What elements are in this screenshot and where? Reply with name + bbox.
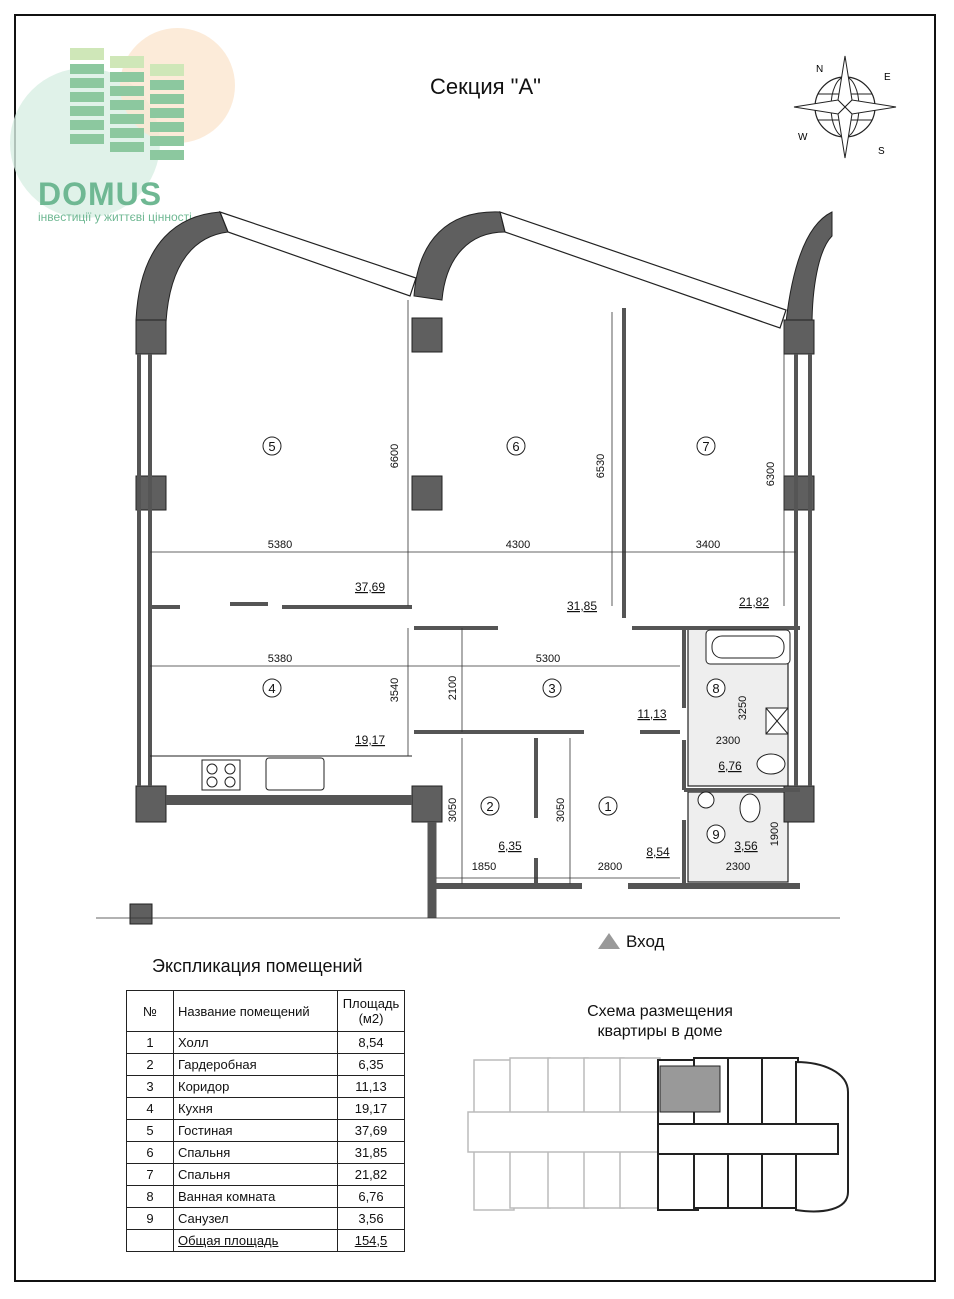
table-row <box>127 1120 405 1142</box>
dim-5-width: 5380 <box>267 539 293 551</box>
logo-wordmark: DOMUS <box>38 176 163 212</box>
dim-3-height: 2100 <box>447 675 459 701</box>
room-area-9: 3,56 <box>734 839 758 853</box>
dim-2-width: 1850 <box>471 861 497 873</box>
row-area: 11,13 <box>338 1076 405 1098</box>
building-scheme <box>462 1052 854 1218</box>
row-area: 6,35 <box>338 1054 405 1076</box>
column <box>412 476 442 510</box>
row-no: 3 <box>127 1076 174 1098</box>
room-area-1: 8,54 <box>646 845 670 859</box>
column <box>136 320 166 354</box>
row-name: Кухня <box>174 1098 338 1120</box>
scheme-title-line2: квартиры в доме <box>597 1023 723 1040</box>
room-number-8: 8 <box>712 681 720 696</box>
row-name: Коридор <box>174 1076 338 1098</box>
room-area-6: 31,85 <box>566 599 598 613</box>
row-area: 37,69 <box>338 1120 405 1142</box>
row-no: 1 <box>127 1032 174 1054</box>
dim-4-height: 3540 <box>389 677 401 703</box>
dim-6-height: 6530 <box>595 453 607 479</box>
section-title: Секция "А" <box>430 74 541 99</box>
dim-5-height: 6600 <box>389 443 401 469</box>
apartment-highlight <box>660 1066 720 1112</box>
dim-2-height: 3050 <box>447 797 459 823</box>
window-glazing <box>220 212 416 296</box>
column <box>412 318 442 352</box>
total-name: Общая площадь <box>174 1230 338 1252</box>
bay-wall-middle <box>414 212 505 300</box>
bay-wall-right <box>786 212 832 326</box>
table-row <box>127 1076 405 1098</box>
table-row <box>127 1054 405 1076</box>
row-no: 5 <box>127 1120 174 1142</box>
row-no: 4 <box>127 1098 174 1120</box>
row-no: 9 <box>127 1208 174 1230</box>
room-area-2: 6,35 <box>498 839 522 853</box>
dim-7-width: 3400 <box>695 539 721 551</box>
dim-9-width: 2300 <box>725 861 751 873</box>
compass-w: W <box>798 132 808 143</box>
row-area: 19,17 <box>338 1098 405 1120</box>
row-name: Гардеробная <box>174 1054 338 1076</box>
row-area: 21,82 <box>338 1164 405 1186</box>
scheme-title-line1: Схема размещения <box>587 1003 733 1020</box>
room-area-4: 19,17 <box>354 733 386 747</box>
row-name: Спальня <box>174 1142 338 1164</box>
row-no: 8 <box>127 1186 174 1208</box>
total-area: 154,5 <box>338 1230 405 1252</box>
kitchen-sink <box>266 758 324 790</box>
dim-9-height: 1900 <box>769 821 781 847</box>
room-area-8: 6,76 <box>718 759 742 773</box>
col-header-name: Название помещений <box>174 991 338 1032</box>
bay-wall-left <box>136 212 228 322</box>
row-name: Санузел <box>174 1208 338 1230</box>
room-number-7: 7 <box>702 439 710 454</box>
entrance-marker <box>598 932 664 952</box>
explication-table <box>126 990 405 1252</box>
column <box>130 904 152 924</box>
row-no: 2 <box>127 1054 174 1076</box>
logo-tagline: інвестиції у життєві цінності <box>38 210 192 224</box>
dim-8-height: 3250 <box>737 695 749 721</box>
room-number-2: 2 <box>486 799 494 814</box>
row-area: 31,85 <box>338 1142 405 1164</box>
row-no: 6 <box>127 1142 174 1164</box>
dim-6-width: 4300 <box>505 539 531 551</box>
row-area: 6,76 <box>338 1186 405 1208</box>
scheme-title <box>560 1002 760 1042</box>
row-name: Ванная комната <box>174 1186 338 1208</box>
row-no-empty <box>127 1230 174 1252</box>
row-name: Спальня <box>174 1164 338 1186</box>
column <box>412 786 442 822</box>
room-number-4: 4 <box>268 681 276 696</box>
table-row <box>127 1142 405 1164</box>
column <box>784 320 814 354</box>
table-row <box>127 1208 405 1230</box>
row-area: 8,54 <box>338 1032 405 1054</box>
row-area: 3,56 <box>338 1208 405 1230</box>
room-number-9: 9 <box>712 827 720 842</box>
row-name: Гостиная <box>174 1120 338 1142</box>
table-header-row <box>127 991 405 1032</box>
kitchen-hob <box>202 760 240 790</box>
dim-1-height: 3050 <box>555 797 567 823</box>
toilet-wc <box>740 794 760 822</box>
row-no: 7 <box>127 1164 174 1186</box>
col-header-no: № <box>127 991 174 1032</box>
dim-7-height: 6300 <box>765 461 777 487</box>
room-number-1: 1 <box>604 799 612 814</box>
column <box>136 786 166 822</box>
room-number-5: 5 <box>268 439 276 454</box>
compass-n: N <box>816 64 824 75</box>
dim-3-width: 5300 <box>535 653 561 665</box>
table-row <box>127 1032 405 1054</box>
dim-4-width: 5380 <box>267 653 293 665</box>
dim-1-width: 2800 <box>597 861 623 873</box>
wc-sink <box>698 792 714 808</box>
room-area-3: 11,13 <box>637 707 667 721</box>
table-total-row <box>127 1230 405 1252</box>
compass-s: S <box>878 146 885 157</box>
table-row <box>127 1098 405 1120</box>
entrance-triangle-icon <box>598 933 620 949</box>
entrance-label: Вход <box>626 932 665 951</box>
room-area-7: 21,82 <box>738 595 770 609</box>
room-number-6: 6 <box>512 439 520 454</box>
compass-e: E <box>884 72 891 83</box>
row-name: Холл <box>174 1032 338 1054</box>
toilet-bath <box>757 754 785 774</box>
col-header-area: Площадь (м2) <box>338 991 405 1032</box>
room-number-3: 3 <box>548 681 556 696</box>
table-row <box>127 1164 405 1186</box>
window-glazing <box>500 212 786 328</box>
explication-title: Экспликация помещений <box>152 956 363 976</box>
table-row <box>127 1186 405 1208</box>
dim-8-width: 2300 <box>715 735 741 747</box>
bathtub-inner <box>712 636 784 658</box>
room-area-5: 37,69 <box>354 580 386 594</box>
